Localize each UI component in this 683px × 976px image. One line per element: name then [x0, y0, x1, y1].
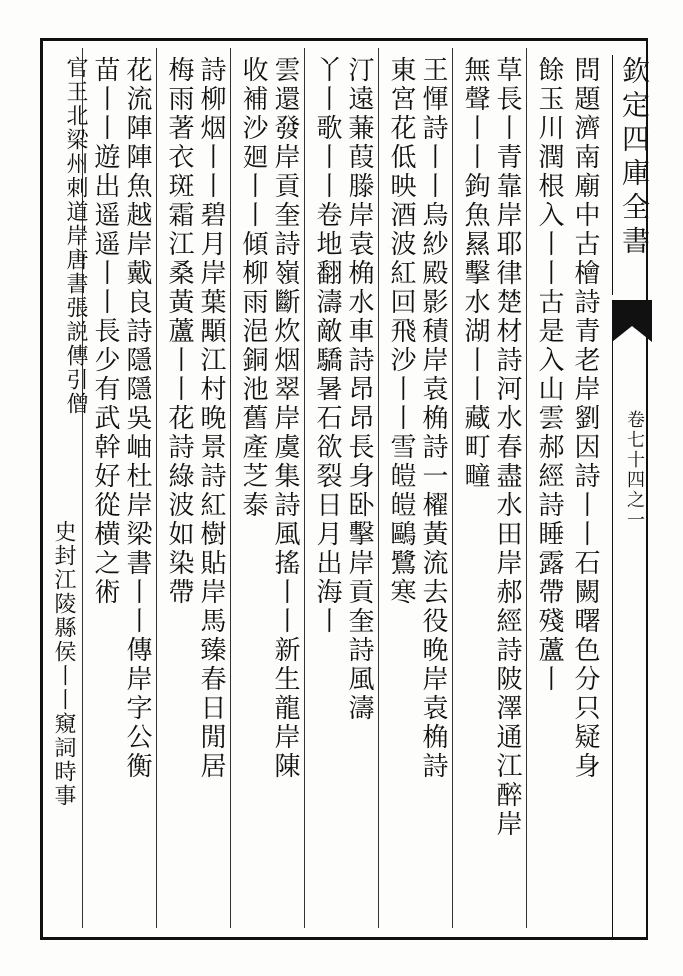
text-column-9: 雲還發岸貢奎詩嶺斷炊烟翠岸虞集詩風搖丨丨新生龍岸陳 — [270, 56, 300, 781]
column-divider — [230, 48, 231, 928]
column-divider — [526, 48, 527, 928]
column-divider — [304, 48, 305, 928]
text-column-1: 問題濟南廟中古檜詩青老岸劉因詩丨丨石闕曙色分只疑身 — [570, 56, 600, 781]
column-divider — [156, 48, 157, 928]
text-column-4: 無聲丨丨鉤魚㬎擊水湖丨丨藏町疃 — [460, 56, 490, 491]
text-column-14: 苗丨丨遊出遥遥丨丨長少有武幹好從横之術 — [90, 56, 120, 607]
text-column-8: 丫丨歌丨丨卷地翻濤敵驕暑石欲裂日月出海丨 — [312, 56, 342, 636]
text-column-5: 王惲詩丨丨烏紗殿影積岸袁桷詩一櫂黃流去役晚岸袁桷詩 — [418, 56, 448, 781]
text-column-13: 花流陣陣魚越岸戴良詩隱隱吳岫杜岸梁書丨丨傳岸字公衡 — [122, 56, 152, 781]
margin-line — [612, 300, 613, 940]
fish-tail-mark-icon — [612, 300, 652, 342]
text-column-7: 汀遠蒹葭滕岸袁桷水車詩昂昂長身卧擊岸貢奎詩風濤 — [344, 56, 374, 723]
text-column-11: 詩柳烟丨丨碧月岸葉顒江村晚景詩紅樹貼岸馬臻春日閒居 — [196, 56, 226, 781]
text-column-10: 收補沙廻丨丨傾柳雨浥銅池舊產芝泰 — [238, 56, 268, 520]
text-column-3: 草長丨青靠岸耶律楚材詩河水春盡水田岸郝經詩陂澤通江醉岸 — [492, 56, 522, 839]
text-column-6: 東宮花低映酒波紅回飛沙丨丨雪皚皚鷗鷺寒 — [386, 56, 416, 607]
text-column-15: 官王北梁州刺道岸唐書張説傳引僧 — [63, 56, 88, 416]
text-column-16: 史封江陵縣侯丨丨窺詞時事 — [51, 520, 76, 808]
text-column-12: 梅雨著衣斑霜江桑黃蘆丨丨花詩綠波如染帶 — [164, 56, 194, 607]
column-divider — [378, 48, 379, 928]
text-column-2: 餘玉川潤根入丨丨古是入山雲郝經詩睡露帶殘蘆丨 — [534, 56, 564, 694]
column-divider — [452, 48, 453, 928]
book-title: 欽定四庫全書 — [618, 56, 651, 260]
volume-label: 卷七十四之一 — [624, 410, 645, 530]
